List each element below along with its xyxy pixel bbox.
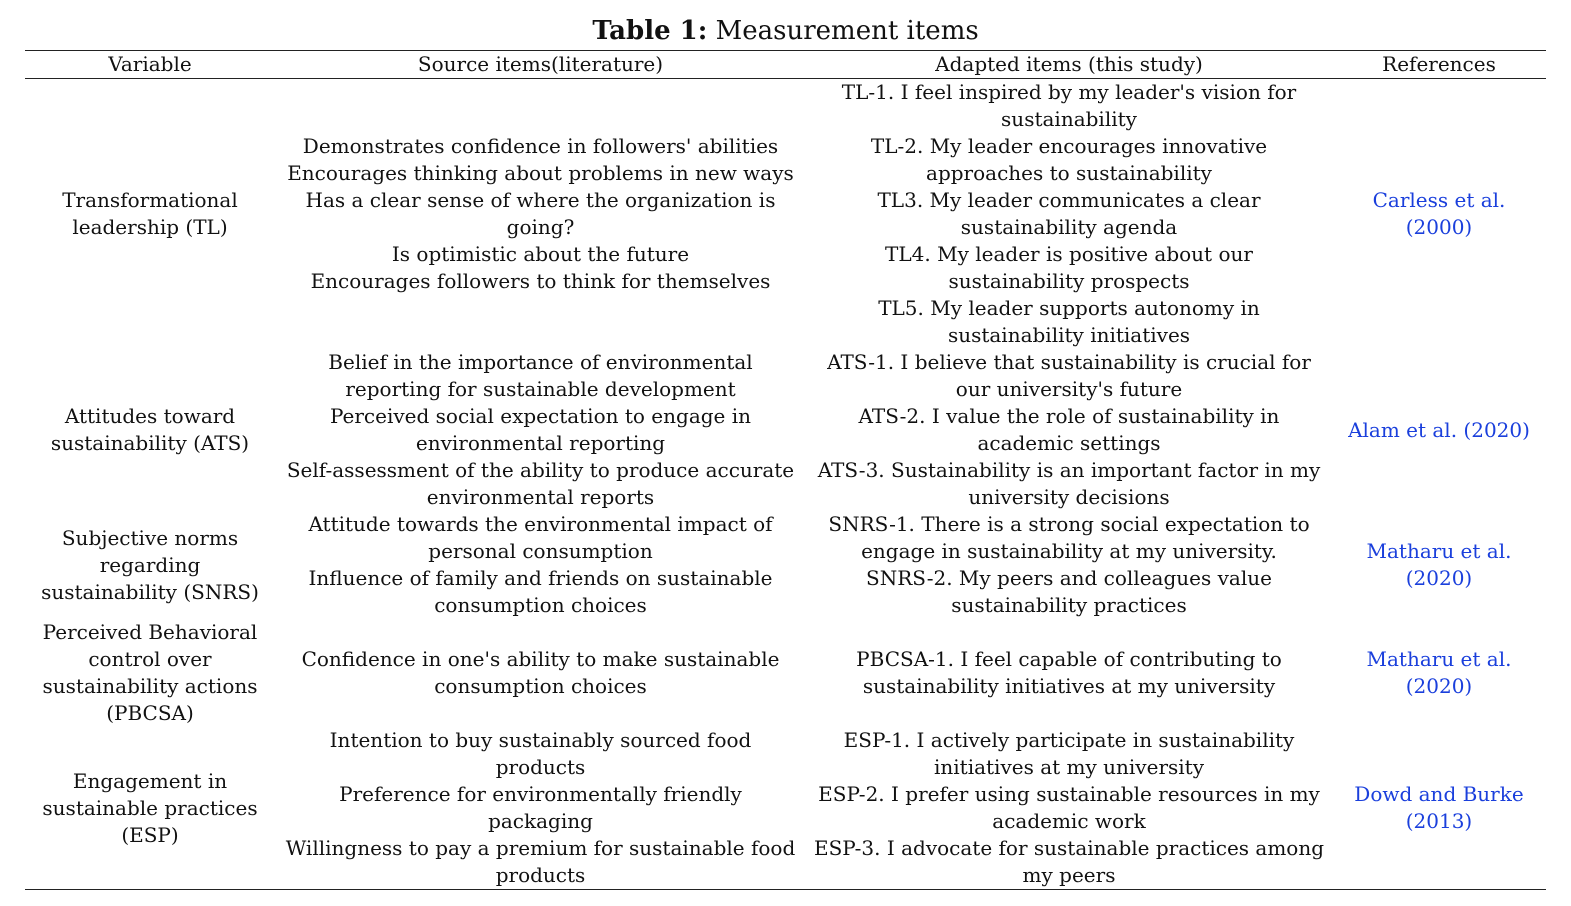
reference-link[interactable] (1332, 511, 1546, 619)
adapted-line: engage in sustainability at my university. (861, 539, 1277, 563)
variable-line: Attitudes toward (64, 404, 236, 428)
reference-line[interactable]: (2000) (1405, 215, 1473, 239)
adapted-items-cell (806, 79, 1332, 350)
source-line: personal consumption (428, 539, 653, 563)
source-line: Intention to buy sustainably sourced food (329, 728, 752, 752)
reference-line[interactable]: (2013) (1405, 809, 1473, 833)
variable-line: Transformational (62, 188, 238, 212)
variable-cell (25, 511, 275, 619)
table-row (25, 619, 1546, 727)
header-source-items: Source items(literature) (417, 52, 664, 76)
table-row (25, 349, 1546, 511)
variable-line: leadership (TL) (72, 215, 228, 239)
variable-cell (25, 349, 275, 511)
adapted-line: ESP-3. I advocate for sustainable practices among (813, 836, 1325, 860)
adapted-line: TL5. My leader supports autonomy in (878, 296, 1260, 320)
adapted-line: TL3. My leader communicates a clear (877, 188, 1261, 212)
adapted-line: academic settings (977, 431, 1161, 455)
adapted-line: sustainability agenda (960, 215, 1178, 239)
table-row (25, 727, 1546, 890)
reference-link[interactable] (1332, 727, 1546, 890)
variable-line: Subjective norms (61, 525, 239, 550)
reference-link[interactable] (1332, 79, 1546, 350)
reference-link[interactable] (1332, 349, 1546, 511)
header-references: References (1382, 52, 1496, 76)
source-line: products (495, 863, 586, 887)
source-line: Confidence in one's ability to make sustainable (301, 647, 780, 671)
source-line: packaging (488, 809, 593, 833)
adapted-line: SNRS-2. My peers and colleagues value (866, 566, 1272, 590)
adapted-line: our university's future (955, 377, 1183, 401)
variable-line: (ESP) (121, 822, 179, 847)
source-line: Attitude towards the environmental impact of (308, 512, 773, 536)
adapted-line: ATS-3. Sustainability is an important factor in my (817, 458, 1321, 482)
variable-line: Engagement in (72, 768, 228, 793)
source-items-cell (275, 727, 806, 890)
adapted-line: ATS-1. I believe that sustainability is crucial for (827, 350, 1311, 374)
table-body (25, 79, 1546, 890)
variable-line: sustainability (SNRS) (41, 579, 259, 604)
adapted-line: academic work (992, 809, 1146, 833)
adapted-line: ESP-2. I prefer using sustainable resources in my (818, 782, 1320, 806)
adapted-line: sustainability initiatives at my university (862, 674, 1276, 698)
source-line: products (495, 755, 586, 779)
reference-line[interactable]: Matharu et al. (1366, 647, 1512, 671)
source-items-cell (275, 619, 806, 727)
source-line: Encourages followers to think for themselves (310, 269, 771, 293)
caption-label: Table 1: (592, 16, 708, 46)
source-items-cell (275, 511, 806, 619)
variable-cell (25, 619, 275, 727)
adapted-line: PBCSA-1. I feel capable of contributing to (856, 647, 1282, 671)
variable-line: control over (88, 647, 212, 671)
adapted-line: ESP-1. I actively participate in sustainability (843, 728, 1295, 752)
source-line: going? (506, 215, 575, 239)
variable-line: sustainability (ATS) (50, 431, 250, 455)
adapted-line: SNRS-1. There is a strong social expectation to (828, 512, 1310, 536)
source-line: environmental reports (426, 485, 655, 509)
variable-line: Perceived Behavioral (42, 620, 258, 644)
variable-cell (25, 727, 275, 890)
table-caption (0, 14, 1571, 48)
reference-line[interactable]: Carless et al. (1372, 188, 1506, 212)
adapted-line: my peers (1022, 863, 1116, 887)
reference-line[interactable]: Dowd and Burke (1354, 782, 1524, 806)
adapted-line: sustainability initiatives (947, 323, 1191, 347)
reference-line[interactable]: (2020) (1405, 566, 1473, 590)
measurement-items-table (25, 50, 1546, 890)
adapted-line: TL-1. I feel inspired by my leader's vision for (841, 80, 1297, 104)
table-row (25, 511, 1546, 619)
variable-cell (25, 79, 275, 350)
variable-line: sustainable practices (42, 795, 258, 820)
adapted-line: TL4. My leader is positive about our (885, 242, 1253, 266)
adapted-line: university decisions (968, 485, 1170, 509)
source-line: Preference for environmentally friendly (339, 782, 742, 806)
source-line: Belief in the importance of environmental (328, 350, 753, 374)
adapted-line: approaches to sustainability (926, 161, 1212, 185)
reference-line[interactable]: Alam et al. (2020) (1348, 417, 1530, 442)
source-line: consumption choices (434, 674, 647, 698)
reference-line[interactable]: (2020) (1405, 674, 1473, 698)
header-adapted-items: Adapted items (this study) (935, 52, 1203, 76)
table-row (25, 79, 1546, 350)
reference-line[interactable]: Matharu et al. (1366, 539, 1512, 563)
adapted-items-cell (806, 727, 1332, 890)
source-line: Willingness to pay a premium for sustainable food (285, 836, 796, 860)
source-line: Demonstrates confidence in followers' abilities (302, 134, 779, 158)
variable-line: sustainability actions (42, 674, 258, 698)
source-items-cell (275, 349, 806, 511)
adapted-items-cell (806, 349, 1332, 511)
variable-line: (PBCSA) (106, 701, 194, 725)
source-line: environmental reporting (415, 431, 666, 455)
source-line: Is optimistic about the future (391, 242, 690, 266)
adapted-items-cell (806, 619, 1332, 727)
caption-title: Measurement items (715, 16, 979, 46)
source-line: consumption choices (434, 593, 647, 617)
header-variable: Variable (108, 52, 192, 76)
source-items-cell (275, 79, 806, 350)
adapted-line: TL-2. My leader encourages innovative (870, 134, 1268, 158)
source-line: Encourages thinking about problems in new ways (287, 161, 794, 185)
adapted-line: ATS-2. I value the role of sustainability in (858, 404, 1280, 428)
adapted-line: sustainability practices (951, 593, 1187, 617)
source-line: Self-assessment of the ability to produce accurate (286, 458, 795, 482)
adapted-line: initiatives at my university (933, 755, 1204, 779)
adapted-line: sustainability prospects (948, 269, 1190, 293)
adapted-items-cell (806, 511, 1332, 619)
source-line: Has a clear sense of where the organization is (305, 188, 776, 212)
reference-link[interactable] (1332, 619, 1546, 727)
source-line: Influence of family and friends on sustainable (308, 566, 773, 590)
source-line: Perceived social expectation to engage in (329, 404, 752, 428)
variable-line: regarding (99, 552, 201, 577)
source-line: reporting for sustainable development (345, 377, 736, 401)
table-header-row (25, 51, 1546, 79)
adapted-line: sustainability (1001, 107, 1137, 131)
